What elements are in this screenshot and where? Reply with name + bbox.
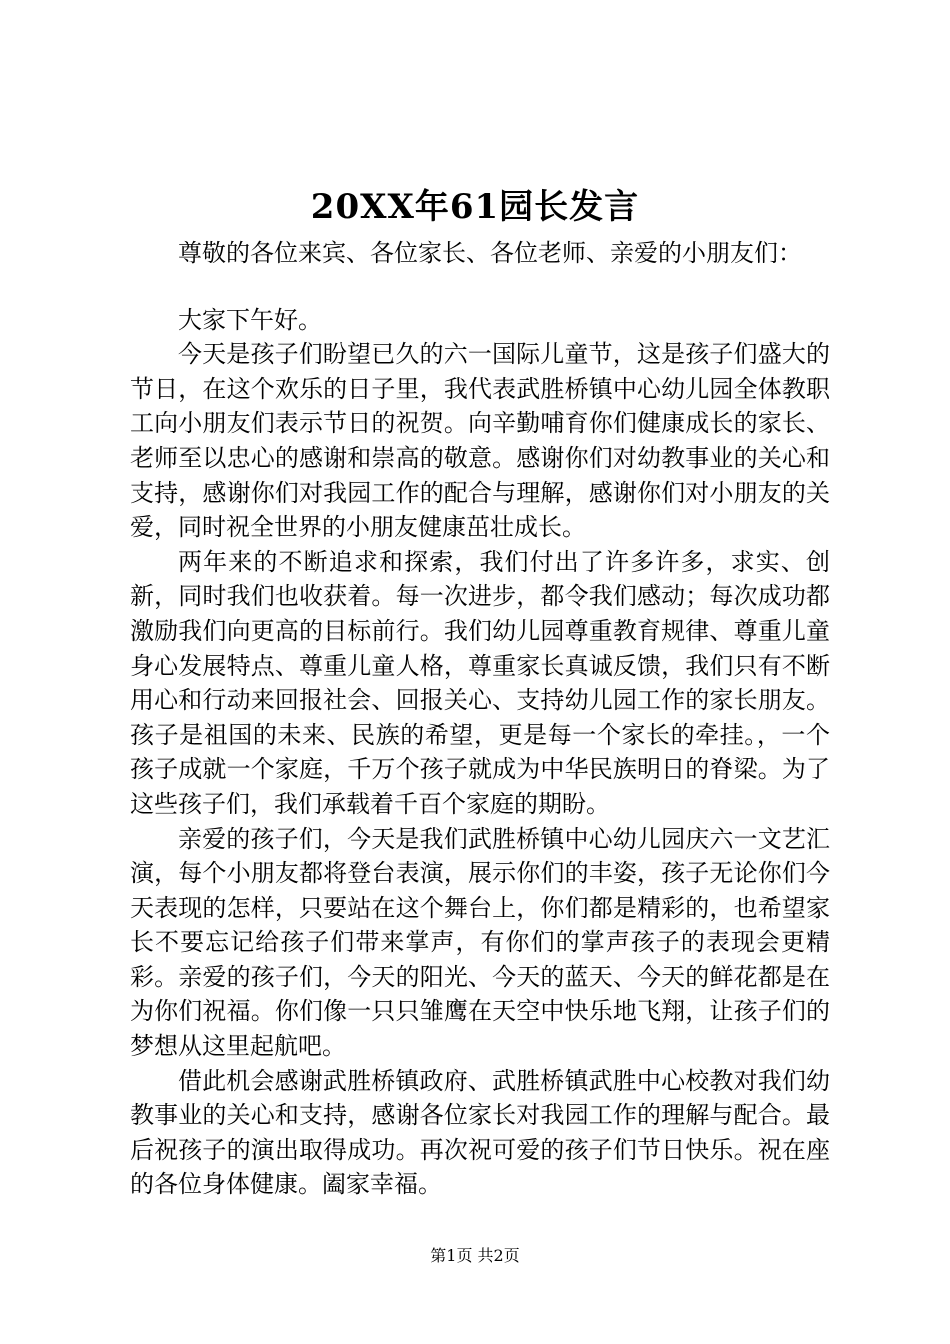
- salutation: 尊敬的各位来宾、各位家长、各位老师、亲爱的小朋友们：: [178, 239, 802, 267]
- paragraph-3: 亲爱的孩子们，今天是我们武胜桥镇中心幼儿园庆六一文艺汇演，每个小朋友都将登台表演，展示你们的丰姿，孩子无论你们今天表现的怎样，只要站在这个舞台上，你们都是精彩的，也希望家长不要忘记给孩子们带来掌声，有你们的掌声孩子的表现会更精彩。亲爱的孩子们，今天的阳光、今天的蓝天、今天的鲜花都是在为你们祝福。你们像一只只雏鹰在天空中快乐地飞翔，让孩子们的梦想从这里起航吧。: [130, 824, 830, 1061]
- document-body: [130, 236, 830, 1202]
- paragraph-greeting: 大家下午好。: [178, 305, 322, 334]
- paragraph-2: 两年来的不断追求和探索，我们付出了许多许多，求实、创新，同时我们也收获着。每一次进步，都令我们感动；每次成功都激励我们向更高的目标前行。我们幼儿园尊重教育规律、尊重儿童身心发展特点、尊重儿童人格，尊重家长真诚反馈，我们只有不断用心和行动来回报社会、回报关心、支持幼儿园工作的家长朋友。孩子是祖国的未来、民族的希望，更是每一个家长的牵挂。，一个孩子成就一个家庭，千万个孩子就成为中华民族明日的脊梁。为了这些孩子们，我们承载着千百个家庭的期盼。: [130, 547, 830, 818]
- paragraph-4: 借此机会感谢武胜桥镇政府、武胜桥镇武胜中心校教对我们幼教事业的关心和支持，感谢各位家长对我园工作的理解与配合。最后祝孩子的演出取得成功。再次祝可爱的孩子们节日快乐。祝在座的各位身体健康。阖家幸福。: [130, 1066, 830, 1199]
- page-number-footer: 第1页 共2页: [430, 1246, 520, 1265]
- document-title: 20XX年61园长发言: [310, 187, 640, 227]
- paragraph-1: 今天是孩子们盼望已久的六一国际儿童节，这是孩子们盛大的节日，在这个欢乐的日子里，我代表武胜桥镇中心幼儿园全体教职工向小朋友们表示节日的祝贺。向辛勤哺育你们健康成长的家长、老师至以忠心的感谢和崇高的敬意。感谢你们对幼教事业的关心和支持，感谢你们对我园工作的配合与理解，感谢你们对小朋友的关爱，同时祝全世界的小朋友健康茁壮成长。: [130, 340, 830, 542]
